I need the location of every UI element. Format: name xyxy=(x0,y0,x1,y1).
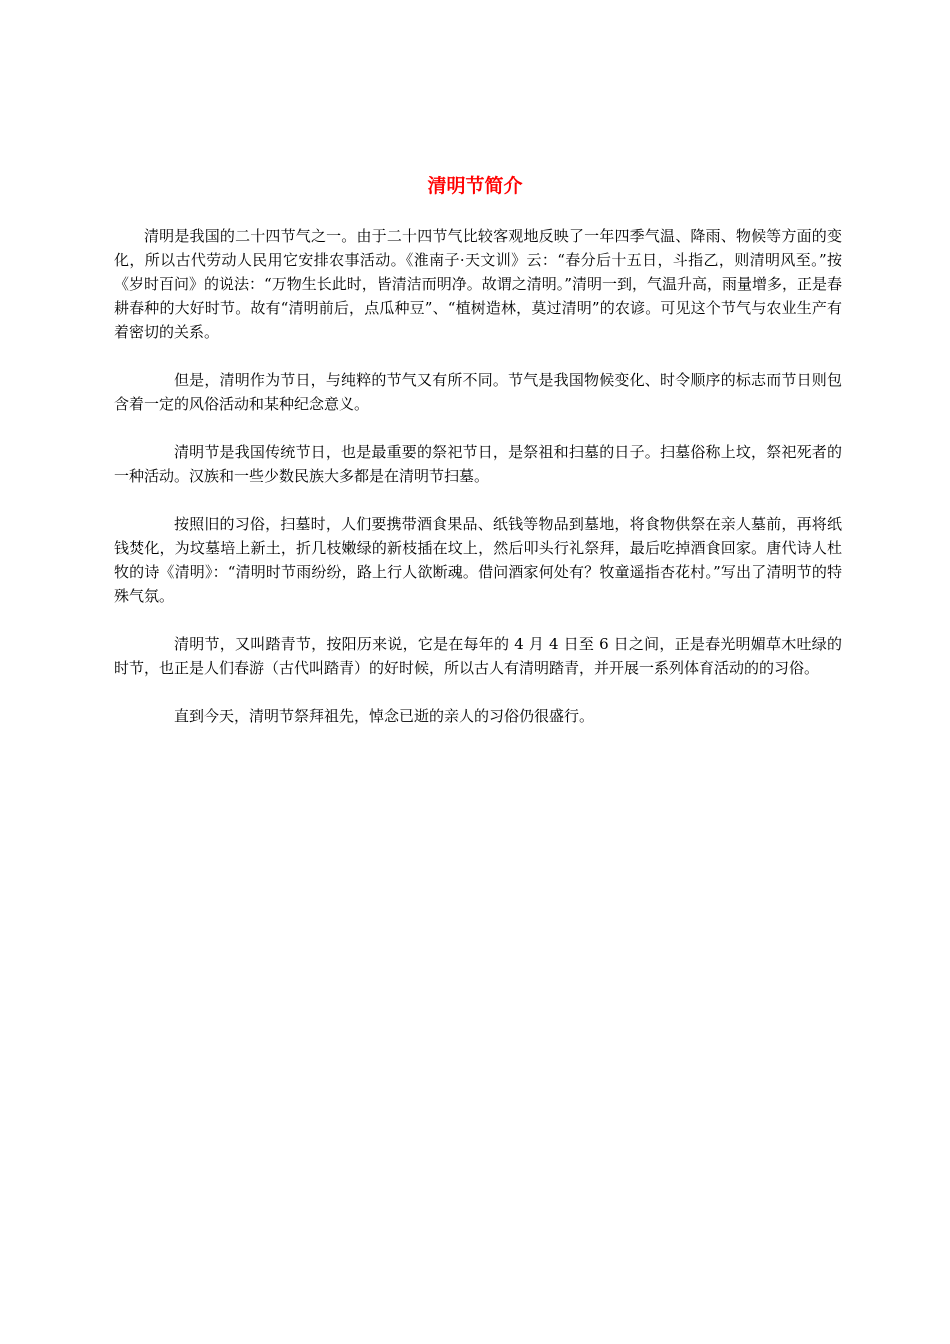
paragraph-3: 清明节是我国传统节日，也是最重要的祭祀节日，是祭祖和扫墓的日子。扫墓俗称上坟，祭祀死者的一种活动。汉族和一些少数民族大多都是在清明节扫墓。 xyxy=(114,443,842,485)
document-body xyxy=(114,224,842,752)
paragraph-6: 直到今天，清明节祭拜祖先，悼念已逝的亲人的习俗仍很盛行。 xyxy=(174,707,595,725)
paragraph-5: 清明节，又叫踏青节，按阳历来说，它是在每年的 4 月 4 日至 6 日之间，正是春光明媚草木吐绿的时节，也正是人们春游（古代叫踏青）的好时候，所以古人有清明踏青，并开展一系列体育活动的的习俗。 xyxy=(114,635,842,677)
document-title: 清明节简介 xyxy=(427,175,523,197)
paragraph-4: 按照旧的习俗，扫墓时，人们要携带酒食果品、纸钱等物品到墓地，将食物供祭在亲人墓前，再将纸钱焚化，为坟墓培上新土，折几枝嫩绿的新枝插在坟上，然后叩头行礼祭拜，最后吃掉酒食回家。唐代诗人杜牧的诗《清明》：“清明时节雨纷纷，路上行人欲断魂。借问酒家何处有？牧童遥指杏花村。”写出了清明节的特殊气氛。 xyxy=(114,515,842,605)
paragraph-2: 但是，清明作为节日，与纯粹的节气又有所不同。节气是我国物候变化、时令顺序的标志而节日则包含着一定的风俗活动和某种纪念意义。 xyxy=(114,371,842,413)
paragraph-1: 清明是我国的二十四节气之一。由于二十四节气比较客观地反映了一年四季气温、降雨、物候等方面的变化，所以古代劳动人民用它安排农事活动。《淮南子·天文训》云：“春分后十五日，斗指乙，则清明风至。”按《岁时百问》的说法：“万物生长此时，皆清洁而明净。故谓之清明。”清明一到，气温升高，雨量增多，正是春耕春种的大好时节。故有“清明前后，点瓜种豆”、“植树造林，莫过清明”的农谚。可见这个节气与农业生产有着密切的关系。 xyxy=(114,227,842,341)
